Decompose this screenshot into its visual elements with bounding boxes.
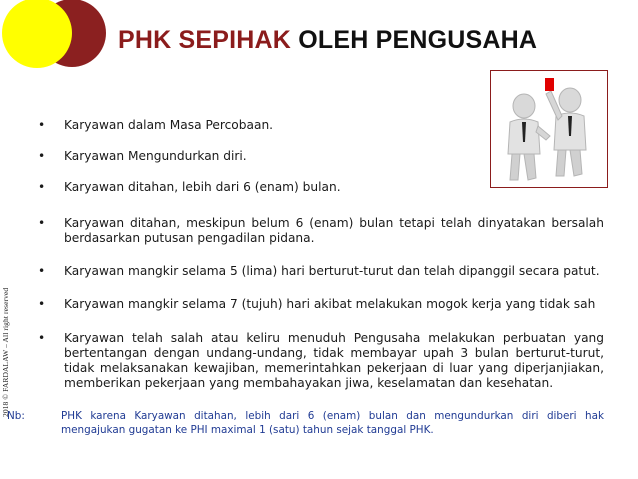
bullet-dot: • [38, 331, 46, 345]
list-item [34, 264, 604, 279]
list-item [34, 149, 604, 164]
footnote-text: PHK karena Karyawan ditahan, lebih dari 6 (enam) bulan dan mengundurkan diri diberi hak mengajukan gugatan ke PHI maximal 1 (satu) tahun sejak tanggal PHK. [61, 410, 604, 436]
list-item [34, 331, 604, 391]
list-item-text: Karyawan dalam Masa Percobaan. [64, 118, 274, 132]
list-item [34, 216, 604, 246]
bullet-dot: • [38, 264, 46, 278]
bullet-dot: • [38, 297, 46, 311]
logo-yellow-circle [2, 0, 72, 68]
logo-circles-icon [0, 0, 112, 80]
bullet-dot: • [38, 216, 46, 230]
copyright-note: 2018 © FARDALAW – All right reserved [1, 287, 10, 417]
bullet-dot: • [38, 118, 46, 132]
list-item-text: Karyawan telah salah atau keliru menuduh Pengusaha melakukan perbuatan yang bertentangan dengan undang-undang, tidak membayar upah 3 bulan berturut-turut, tidak melaksanakan kewajiban, memerintahkan pekerjaan di luar yang diperjanjiakan, memberikan pekerjaan yang membahayakan jiwa, keselamatan dan kesehatan. [64, 331, 604, 390]
list-item [34, 118, 604, 133]
bullet-dot: • [38, 180, 46, 194]
page-title [118, 26, 537, 55]
list-item-text: Karyawan mangkir selama 7 (tujuh) hari akibat melakukan mogok kerja yang tidak sah [64, 297, 596, 311]
footnote [7, 409, 604, 437]
bullet-dot: • [38, 149, 46, 163]
list-item-text: Karyawan Mengundurkan diri. [64, 149, 247, 163]
list-item [34, 180, 604, 195]
list-item [34, 297, 604, 312]
red-card [545, 78, 554, 91]
title-rest: OLEH PENGUSAHA [298, 26, 538, 54]
title-accent: PHK SEPIHAK [118, 26, 292, 54]
footnote-label: Nb: [7, 410, 25, 422]
list-item-text: Karyawan ditahan, lebih dari 6 (enam) bulan. [64, 180, 341, 194]
list-item-text: Karyawan ditahan, meskipun belum 6 (enam) bulan tetapi telah dinyatakan bersalah berdasarkan putusan pengadilan pidana. [64, 216, 604, 245]
list-item-text: Karyawan mangkir selama 5 (lima) hari berturut-turut dan telah dipanggil secara patut. [64, 264, 600, 278]
